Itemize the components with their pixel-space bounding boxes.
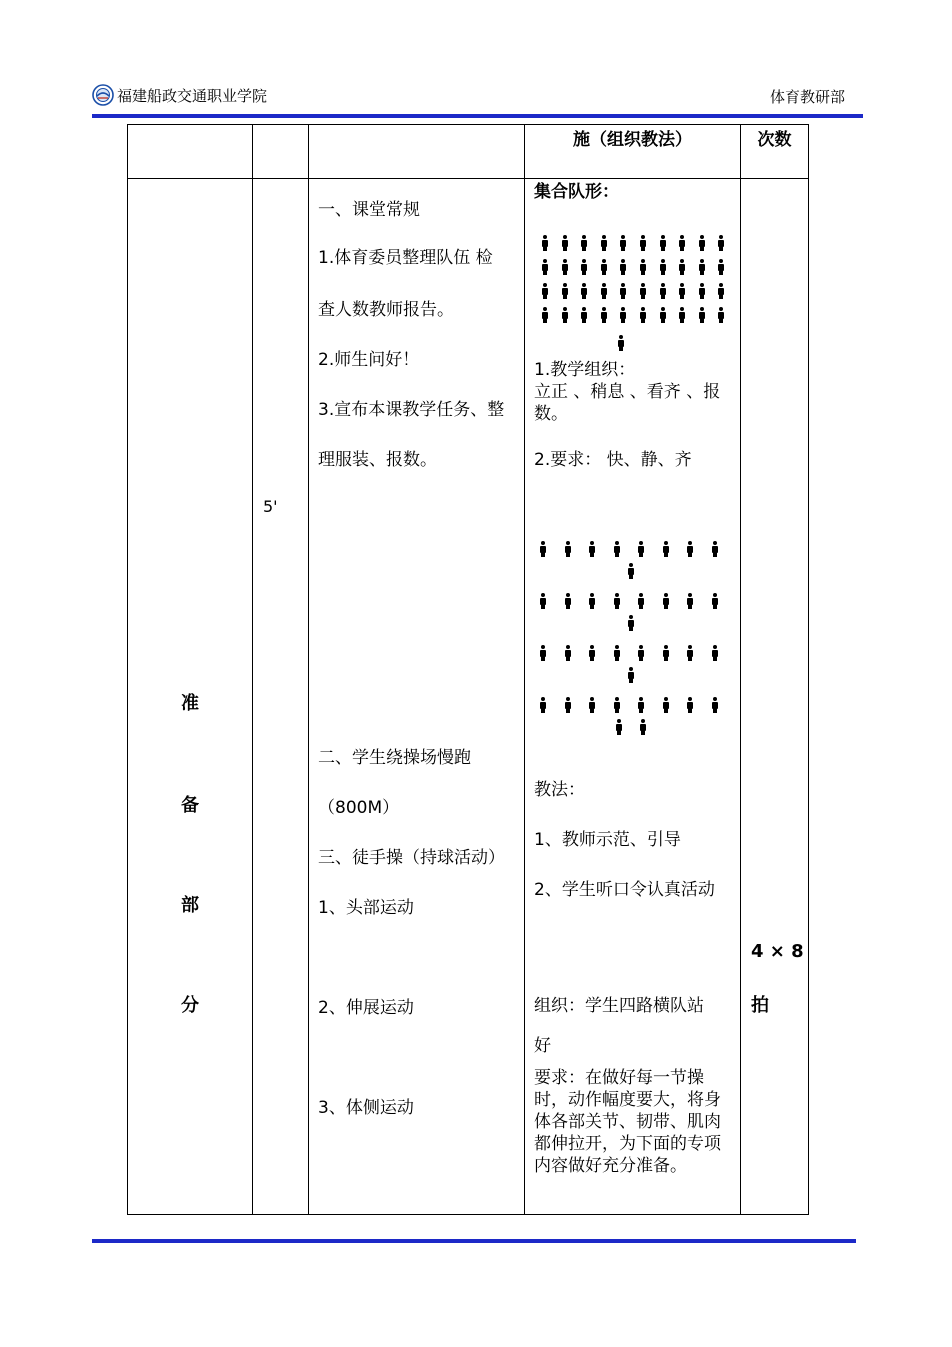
person-icon	[637, 307, 649, 323]
lesson-plan-table	[127, 124, 809, 1215]
school-logo-icon	[92, 84, 114, 106]
person-icon	[676, 235, 688, 251]
table-header-row	[128, 125, 809, 179]
section-char: 备	[181, 795, 199, 816]
person-icon	[625, 615, 637, 631]
person-icon	[660, 541, 672, 557]
teach-org-detail: 立正 、稍息 、看齐 、报数。	[534, 382, 721, 424]
teach-org-label: 1.教学组织：	[534, 360, 636, 380]
person-icon	[676, 307, 688, 323]
person-icon	[578, 307, 590, 323]
header-cell-organization: 施（组织教法）	[525, 125, 741, 179]
person-icon	[684, 697, 696, 713]
person-icon	[637, 719, 649, 735]
method-listen: 2、学生听口令认真活动	[534, 880, 715, 900]
person-icon	[611, 697, 623, 713]
school-name: 福建船政交通职业学院	[117, 86, 268, 105]
content-line: 查人数教师报告。	[318, 300, 454, 320]
person-icon	[657, 283, 669, 299]
person-icon	[537, 593, 549, 609]
person-icon	[615, 335, 627, 351]
person-icon	[539, 235, 551, 251]
person-icon	[635, 697, 647, 713]
organization-formation: 组织：学生四路横队站	[534, 996, 704, 1016]
section-char: 部	[181, 895, 199, 916]
content-line: 2、伸展运动	[318, 998, 414, 1018]
person-icon	[684, 593, 696, 609]
person-icon	[637, 259, 649, 275]
person-icon	[598, 307, 610, 323]
person-icon	[625, 563, 637, 579]
person-icon	[578, 283, 590, 299]
person-icon	[676, 259, 688, 275]
person-icon	[586, 645, 598, 661]
person-icon	[660, 697, 672, 713]
person-icon	[715, 283, 727, 299]
person-icon	[537, 541, 549, 557]
person-icon	[559, 283, 571, 299]
section-char: 准	[181, 693, 199, 714]
person-icon	[637, 283, 649, 299]
person-icon	[715, 259, 727, 275]
person-icon	[617, 259, 629, 275]
person-icon	[696, 283, 708, 299]
department-name: 体育教研部	[769, 88, 845, 106]
content-cell	[309, 179, 525, 1215]
content-line: 三、徒手操（持球活动）	[318, 848, 505, 868]
person-icon	[586, 697, 598, 713]
person-icon	[559, 307, 571, 323]
person-icon	[598, 283, 610, 299]
content-line: 一、课堂常规	[318, 200, 420, 220]
person-icon	[660, 645, 672, 661]
requirement-quick: 2.要求： 快、静、齐	[534, 450, 692, 470]
person-icon	[635, 645, 647, 661]
header-cell-time	[253, 125, 309, 179]
time-value: 5'	[263, 497, 278, 516]
person-icon	[635, 593, 647, 609]
person-icon	[537, 697, 549, 713]
content-line: 3、体侧运动	[318, 1098, 414, 1118]
person-icon	[660, 593, 672, 609]
person-icon	[562, 697, 574, 713]
person-icon	[559, 259, 571, 275]
footer-divider	[92, 1239, 856, 1243]
count-cell	[741, 179, 809, 1215]
person-icon	[578, 235, 590, 251]
header-divider	[92, 114, 863, 118]
content-line: 2.师生问好！	[318, 350, 420, 370]
person-icon	[562, 593, 574, 609]
person-icon	[657, 235, 669, 251]
method-title: 教法：	[534, 780, 585, 800]
requirement-stretch: 要求：在做好每一节操时，动作幅度要大，将身体各部关节、韧带、肌肉都伸拉开，为下面的专项内容做好充分准备。	[534, 1068, 721, 1176]
person-icon	[562, 645, 574, 661]
table-body-row	[128, 179, 809, 1215]
content-line: 二、学生绕操场慢跑	[318, 748, 471, 768]
person-icon	[586, 593, 598, 609]
person-icon	[539, 259, 551, 275]
time-cell	[253, 179, 309, 1215]
person-icon	[635, 541, 647, 557]
person-icon	[709, 645, 721, 661]
content-line: （800M）	[318, 798, 400, 818]
organization-cell	[525, 179, 741, 1215]
person-icon	[617, 235, 629, 251]
person-icon	[611, 541, 623, 557]
person-icon	[562, 541, 574, 557]
person-icon	[657, 259, 669, 275]
header-school	[92, 82, 267, 108]
section-char: 分	[181, 995, 199, 1016]
person-icon	[613, 719, 625, 735]
person-icon	[539, 307, 551, 323]
person-icon	[637, 235, 649, 251]
person-icon	[539, 283, 551, 299]
person-icon	[676, 283, 688, 299]
header-cell-count: 次数	[741, 125, 809, 179]
person-icon	[598, 259, 610, 275]
section-cell	[128, 179, 253, 1215]
formation-title: 集合队形：	[534, 182, 619, 202]
person-icon	[586, 541, 598, 557]
count-value: 4 × 8	[751, 941, 804, 962]
person-icon	[715, 235, 727, 251]
content-line: 1、头部运动	[318, 898, 414, 918]
person-icon	[696, 307, 708, 323]
count-unit: 拍	[751, 995, 769, 1016]
person-icon	[696, 235, 708, 251]
person-icon	[715, 307, 727, 323]
content-line: 1.体育委员整理队伍 检	[318, 248, 493, 268]
person-icon	[696, 259, 708, 275]
person-icon	[709, 541, 721, 557]
person-icon	[617, 283, 629, 299]
person-icon	[611, 593, 623, 609]
person-icon	[684, 645, 696, 661]
person-icon	[684, 541, 696, 557]
header-cell-section	[128, 125, 253, 179]
person-icon	[709, 593, 721, 609]
method-demonstrate: 1、教师示范、引导	[534, 830, 681, 850]
person-icon	[537, 645, 549, 661]
header-cell-content	[309, 125, 525, 179]
organization-formation-cont: 好	[534, 1036, 551, 1056]
person-icon	[617, 307, 629, 323]
person-icon	[578, 259, 590, 275]
person-icon	[657, 307, 669, 323]
person-icon	[611, 645, 623, 661]
person-icon	[559, 235, 571, 251]
person-icon	[598, 235, 610, 251]
person-icon	[709, 697, 721, 713]
person-icon	[625, 667, 637, 683]
content-line: 理服装、报数。	[318, 450, 437, 470]
content-line: 3.宣布本课教学任务、整	[318, 400, 505, 420]
